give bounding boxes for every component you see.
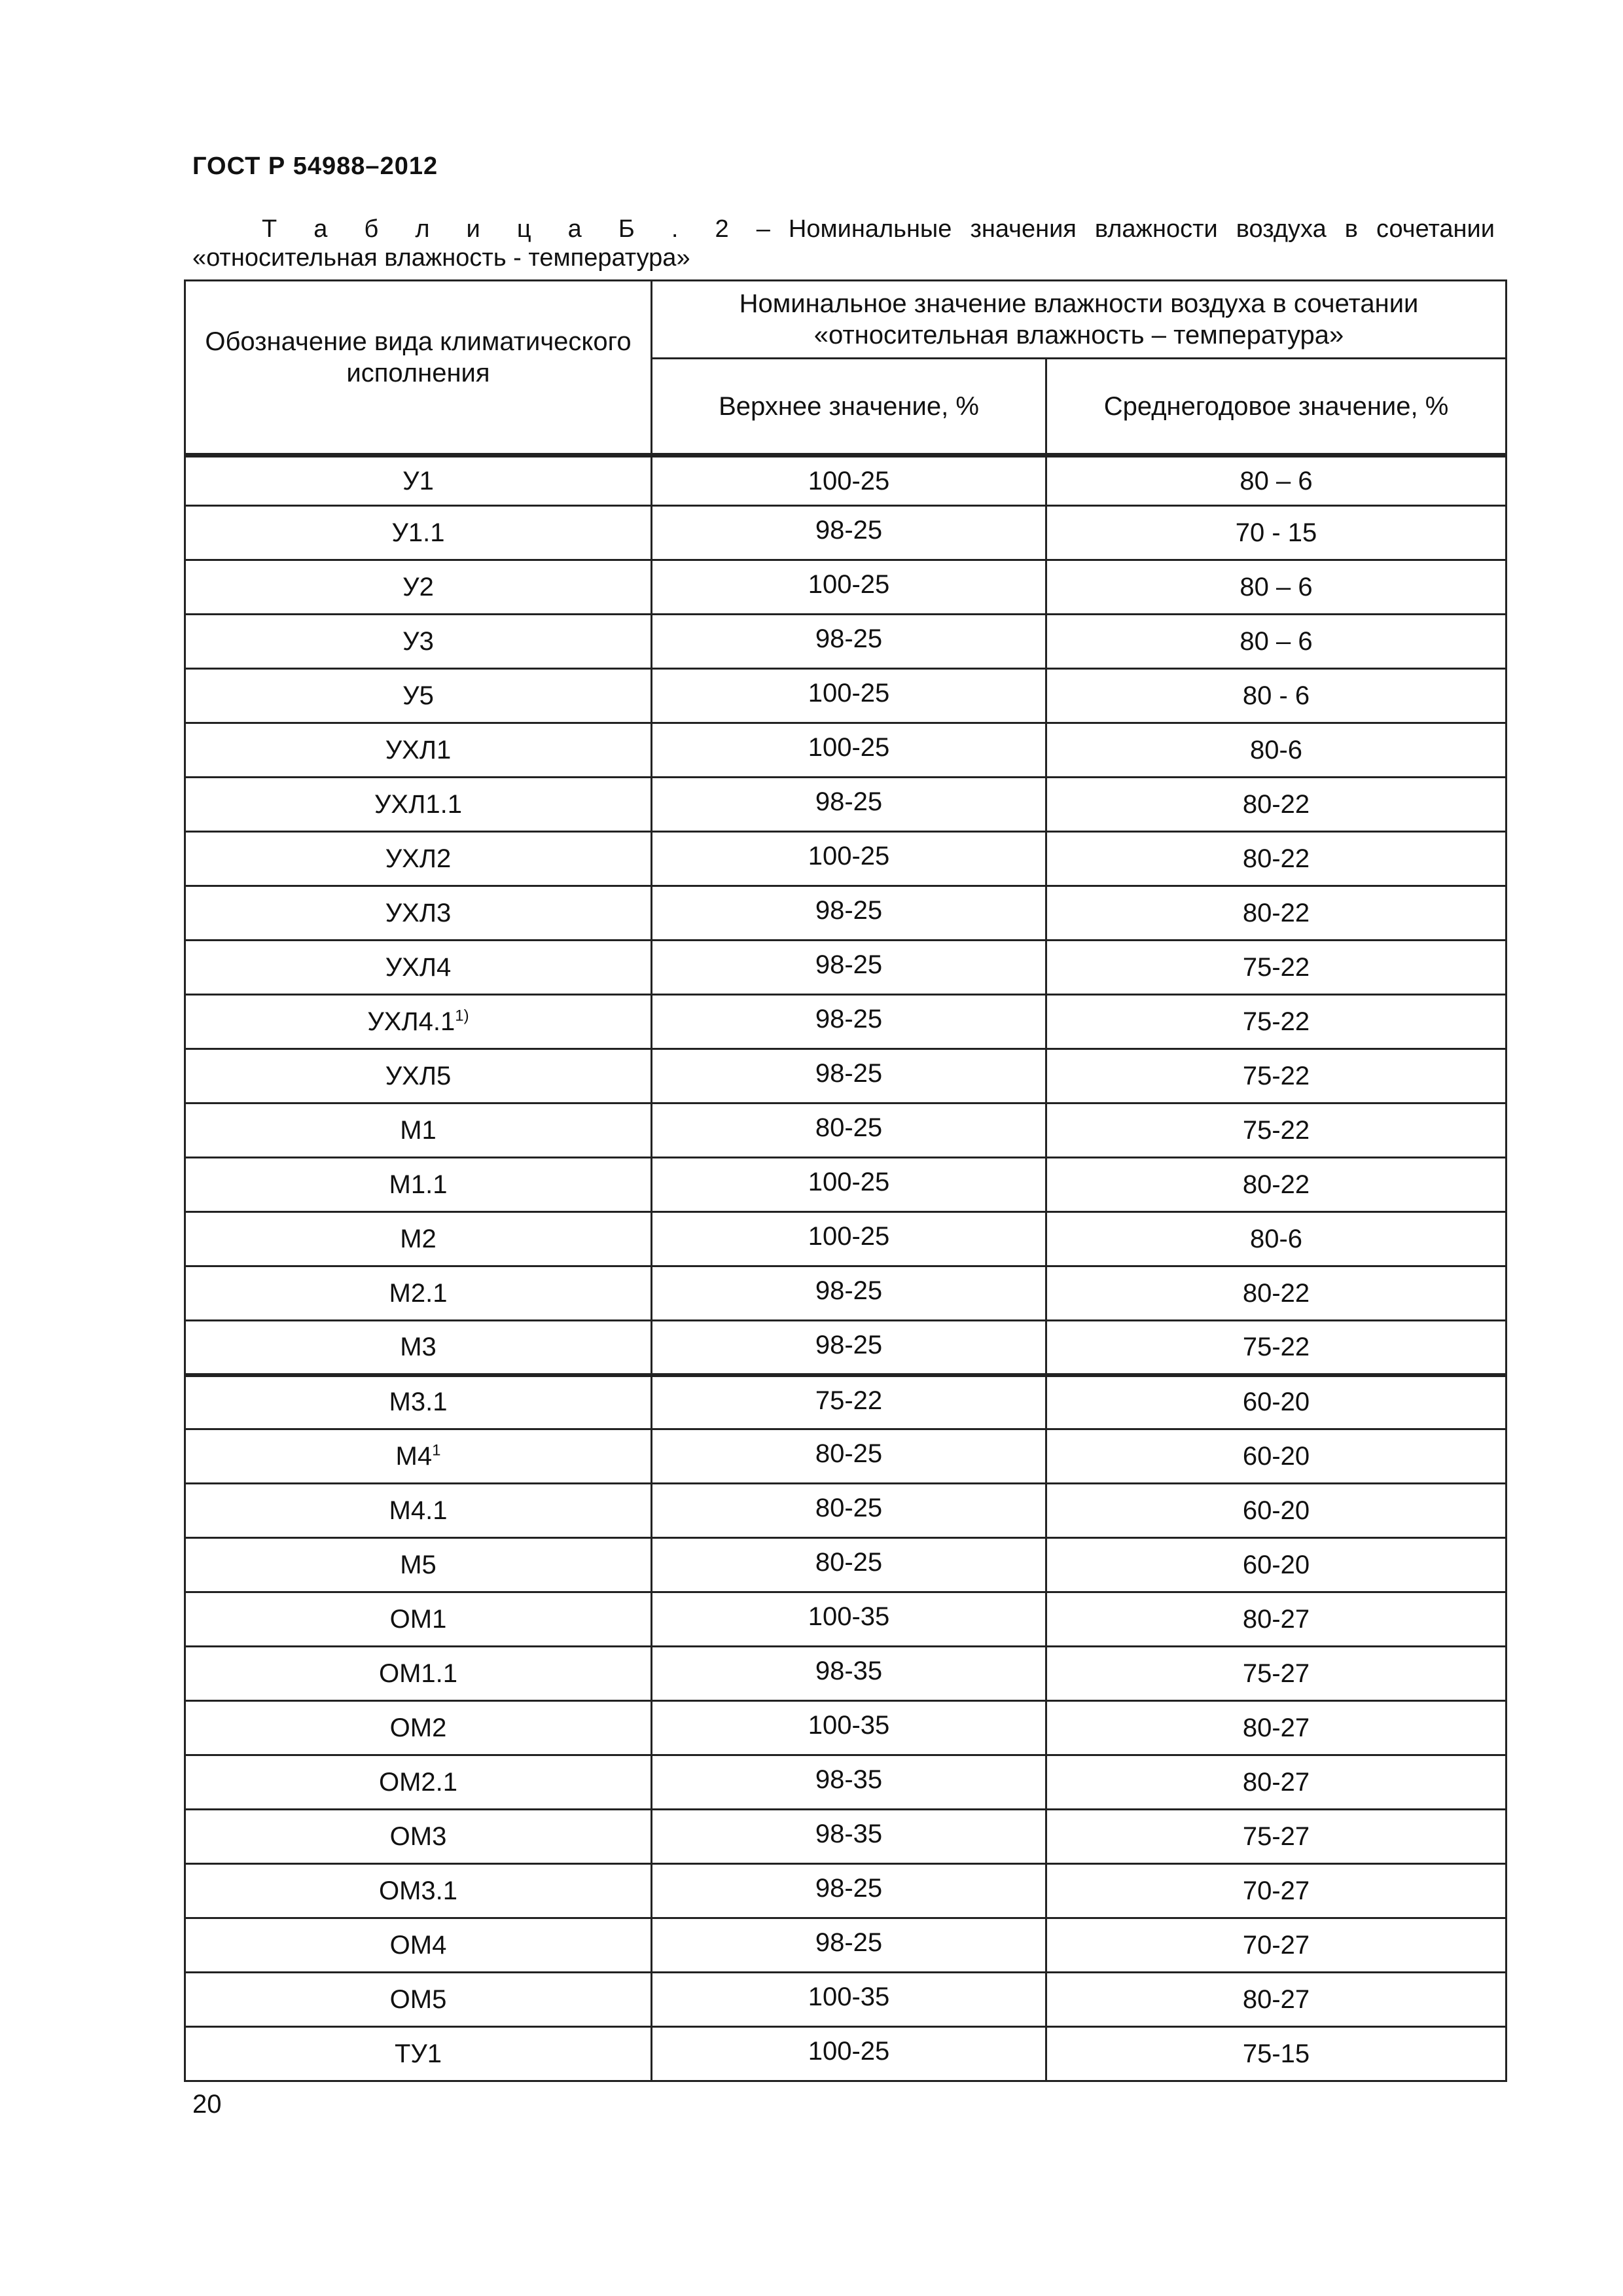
cell-avg: 75-22 — [1046, 1049, 1507, 1103]
cell-avg: 80-22 — [1046, 886, 1507, 941]
cell-upper: 98-35 — [652, 1755, 1046, 1810]
col3-header: Среднегодовое значение, % — [1046, 359, 1507, 456]
table-row — [185, 1103, 1507, 1158]
cell-code — [185, 778, 652, 832]
cell-code — [185, 832, 652, 886]
code-text: У3 — [402, 626, 434, 656]
cell-avg: 70-27 — [1046, 1864, 1507, 1918]
cell-code — [185, 2027, 652, 2081]
code-text: У1 — [402, 466, 434, 495]
code-text: У2 — [402, 572, 434, 601]
col2-header: Верхнее значение, % — [652, 359, 1046, 456]
cell-avg: 70 - 15 — [1046, 506, 1507, 560]
table-row — [185, 1375, 1507, 1429]
cell-upper: 98-25 — [652, 1864, 1046, 1918]
cell-code — [185, 1484, 652, 1538]
cell-avg: 75-22 — [1046, 1321, 1507, 1375]
cell-avg: 80-22 — [1046, 778, 1507, 832]
cell-avg: 75-15 — [1046, 2027, 1507, 2081]
table-row — [185, 995, 1507, 1049]
cell-code — [185, 560, 652, 615]
table-row — [185, 506, 1507, 560]
code-text: ОМ5 — [389, 1984, 447, 2014]
cell-avg: 80 – 6 — [1046, 560, 1507, 615]
code-text: М2 — [400, 1224, 437, 1253]
cell-upper: 98-25 — [652, 1321, 1046, 1375]
cell-code — [185, 1375, 652, 1429]
cell-code — [185, 941, 652, 995]
cell-avg: 75-22 — [1046, 995, 1507, 1049]
cell-upper: 98-35 — [652, 1647, 1046, 1701]
cell-avg: 80 – 6 — [1046, 615, 1507, 669]
code-text: ОМ3.1 — [378, 1876, 458, 1905]
table-row — [185, 1755, 1507, 1810]
cell-avg: 75-27 — [1046, 1810, 1507, 1864]
cell-code — [185, 1212, 652, 1266]
cell-avg: 80-22 — [1046, 1266, 1507, 1321]
table-row — [185, 832, 1507, 886]
table-row — [185, 1429, 1507, 1484]
cell-code — [185, 1864, 652, 1918]
cell-code — [185, 1647, 652, 1701]
cell-upper: 98-25 — [652, 615, 1046, 669]
code-text: ОМ4 — [389, 1930, 447, 1960]
cell-avg: 60-20 — [1046, 1429, 1507, 1484]
table-row — [185, 1701, 1507, 1755]
table-row — [185, 886, 1507, 941]
cell-upper: 98-25 — [652, 1918, 1046, 1973]
cell-upper: 100-25 — [652, 1212, 1046, 1266]
code-text: УХЛ3 — [385, 898, 452, 927]
table-row — [185, 1973, 1507, 2027]
cell-upper: 80-25 — [652, 1429, 1046, 1484]
caption-text: – Номинальные значения влажности воздуха в сочетании «относительная влажность - температура» — [192, 215, 1495, 272]
cell-upper: 100-25 — [652, 669, 1046, 723]
cell-avg: 80-27 — [1046, 1973, 1507, 2027]
page-number: 20 — [192, 2090, 222, 2119]
cell-avg: 80 - 6 — [1046, 669, 1507, 723]
code-text: М5 — [400, 1550, 437, 1579]
table-row — [185, 2027, 1507, 2081]
cell-code — [185, 1701, 652, 1755]
cell-upper: 100-25 — [652, 832, 1046, 886]
table-row — [185, 1049, 1507, 1103]
code-text: М1.1 — [389, 1170, 448, 1199]
cell-upper: 100-25 — [652, 560, 1046, 615]
table-row — [185, 1158, 1507, 1212]
code-text: УХЛ4.1 — [367, 1007, 455, 1036]
table-row — [185, 1321, 1507, 1375]
code-text: ОМ2 — [389, 1713, 447, 1742]
code-text: УХЛ5 — [385, 1061, 452, 1090]
cell-upper: 98-25 — [652, 1266, 1046, 1321]
cell-upper: 100-25 — [652, 723, 1046, 778]
code-text: У1.1 — [391, 518, 445, 547]
cell-avg: 75-22 — [1046, 1103, 1507, 1158]
table-row — [185, 1810, 1507, 1864]
cell-code — [185, 1973, 652, 2027]
cell-code — [185, 1538, 652, 1592]
table-row — [185, 456, 1507, 506]
cell-avg: 60-20 — [1046, 1484, 1507, 1538]
cell-avg: 80-27 — [1046, 1592, 1507, 1647]
cell-code — [185, 723, 652, 778]
cell-upper: 80-25 — [652, 1484, 1046, 1538]
cell-code — [185, 1158, 652, 1212]
cell-avg: 80-6 — [1046, 723, 1507, 778]
cell-code — [185, 615, 652, 669]
cell-avg: 75-22 — [1046, 941, 1507, 995]
code-text: ОМ2.1 — [378, 1767, 458, 1797]
table-row — [185, 615, 1507, 669]
cell-code — [185, 1810, 652, 1864]
col1-header: Обозначение вида климатического исполнения — [185, 281, 652, 456]
cell-upper: 98-25 — [652, 1049, 1046, 1103]
code-text: УХЛ1.1 — [374, 789, 462, 819]
cell-code — [185, 886, 652, 941]
cell-avg: 80-27 — [1046, 1755, 1507, 1810]
cell-upper: 98-25 — [652, 778, 1046, 832]
cell-upper: 98-25 — [652, 886, 1046, 941]
humidity-table — [184, 279, 1507, 2082]
cell-code — [185, 1755, 652, 1810]
code-text: М3 — [400, 1332, 437, 1361]
cell-avg: 80 – 6 — [1046, 456, 1507, 506]
cell-code — [185, 1103, 652, 1158]
table-row — [185, 723, 1507, 778]
cell-code — [185, 1429, 652, 1484]
code-text: М4.1 — [389, 1496, 448, 1525]
cell-code — [185, 1592, 652, 1647]
cell-code — [185, 456, 652, 506]
cell-avg: 80-22 — [1046, 1158, 1507, 1212]
table-row — [185, 560, 1507, 615]
cell-code — [185, 1266, 652, 1321]
cell-code — [185, 1321, 652, 1375]
code-text: М3.1 — [389, 1388, 448, 1417]
cell-upper: 80-25 — [652, 1538, 1046, 1592]
code-text: У5 — [402, 681, 434, 710]
table-row — [185, 941, 1507, 995]
cell-code — [185, 1918, 652, 1973]
cell-code — [185, 506, 652, 560]
footnote-mark: 1 — [432, 1441, 441, 1460]
code-text: УХЛ1 — [385, 735, 452, 764]
cell-upper: 98-25 — [652, 506, 1046, 560]
cell-code — [185, 669, 652, 723]
cell-upper: 100-35 — [652, 1973, 1046, 2027]
table-row — [185, 1864, 1507, 1918]
table-row — [185, 778, 1507, 832]
table-row — [185, 1266, 1507, 1321]
table-row — [185, 1918, 1507, 1973]
code-text: ОМ3 — [389, 1821, 447, 1851]
code-text: ОМ1 — [389, 1604, 447, 1634]
footnote-mark: 1) — [455, 1007, 469, 1025]
table-row — [185, 1538, 1507, 1592]
cell-code — [185, 1049, 652, 1103]
cell-avg: 80-27 — [1046, 1701, 1507, 1755]
table-row — [185, 1647, 1507, 1701]
cell-upper: 98-25 — [652, 941, 1046, 995]
code-text: М2.1 — [389, 1278, 448, 1308]
code-text: ОМ1.1 — [378, 1659, 458, 1688]
code-text: УХЛ4 — [385, 952, 452, 982]
document-header: ГОСТ Р 54988–2012 — [192, 152, 438, 180]
cell-avg: 60-20 — [1046, 1375, 1507, 1429]
cell-avg: 70-27 — [1046, 1918, 1507, 1973]
cell-upper: 100-25 — [652, 456, 1046, 506]
code-text: УХЛ2 — [385, 844, 452, 873]
cell-code — [185, 995, 652, 1049]
table-caption — [192, 215, 1495, 272]
cell-avg: 75-27 — [1046, 1647, 1507, 1701]
cell-avg: 60-20 — [1046, 1538, 1507, 1592]
group-header: Номинальное значение влажности воздуха в сочетании «относительная влажность – температура» — [652, 281, 1507, 359]
cell-avg: 80-6 — [1046, 1212, 1507, 1266]
code-text: М1 — [400, 1115, 437, 1145]
table-row — [185, 1484, 1507, 1538]
cell-avg: 80-22 — [1046, 832, 1507, 886]
code-text: ТУ1 — [394, 2039, 442, 2068]
cell-upper: 100-25 — [652, 2027, 1046, 2081]
cell-upper: 75-22 — [652, 1375, 1046, 1429]
cell-upper: 100-25 — [652, 1158, 1046, 1212]
code-text: М4 — [395, 1441, 433, 1471]
cell-upper: 80-25 — [652, 1103, 1046, 1158]
cell-upper: 100-35 — [652, 1701, 1046, 1755]
table-row — [185, 669, 1507, 723]
cell-upper: 98-25 — [652, 995, 1046, 1049]
table-row — [185, 1592, 1507, 1647]
cell-upper: 98-35 — [652, 1810, 1046, 1864]
cell-upper: 100-35 — [652, 1592, 1046, 1647]
table-row — [185, 1212, 1507, 1266]
caption-lead: Т а б л и ц а Б . 2 — [262, 215, 738, 243]
